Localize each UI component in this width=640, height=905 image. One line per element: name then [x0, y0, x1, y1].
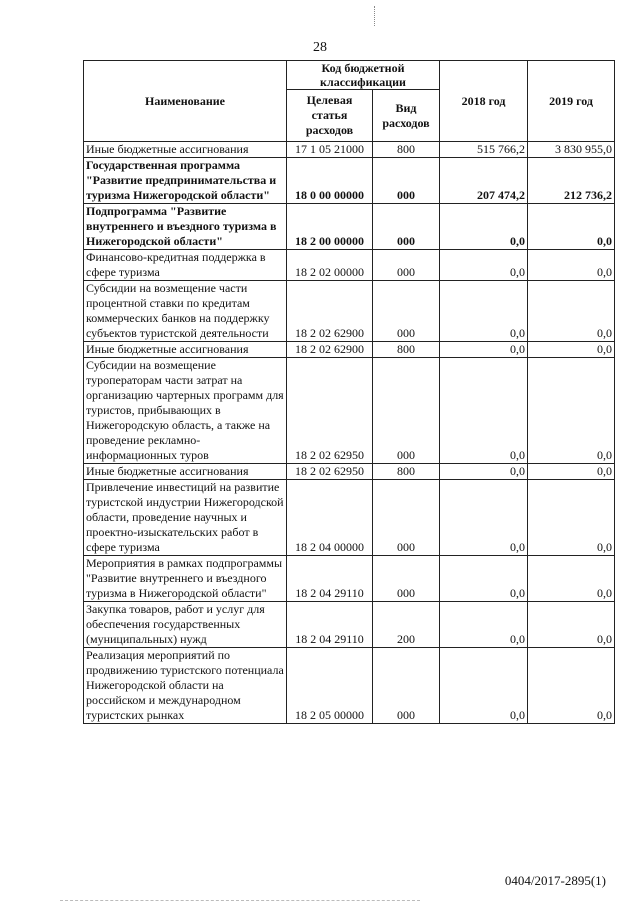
row-value-2019: 0,0 [528, 204, 615, 250]
table-row [84, 342, 615, 358]
row-name: Мероприятия в рамках подпрограммы "Развитие внутреннего и въездного туризма в Нижегородской области" [84, 556, 287, 602]
row-value-2019: 0,0 [528, 281, 615, 342]
row-value-2018: 515 766,2 [440, 142, 528, 158]
row-name: Закупка товаров, работ и услуг для обеспечения государственных (муниципальных) нужд [84, 602, 287, 648]
table-row [84, 556, 615, 602]
row-name: Иные бюджетные ассигнования [84, 464, 287, 480]
row-expense-kind: 000 [373, 250, 440, 281]
row-value-2019: 0,0 [528, 602, 615, 648]
row-value-2019: 0,0 [528, 648, 615, 724]
row-target-code: 18 2 02 62950 [287, 358, 373, 464]
table-row [84, 204, 615, 250]
row-expense-kind: 000 [373, 204, 440, 250]
row-value-2018: 0,0 [440, 602, 528, 648]
table-row [84, 464, 615, 480]
row-name: Подпрограмма "Развитие внутреннего и въездного туризма в Нижегородской области" [84, 204, 287, 250]
row-name: Субсидии на возмещение туроператорам части затрат на организацию чартерных программ для туристов, прибывающих в Нижегородскую область, а также на проведение рекламно-информационных туров [84, 358, 287, 464]
row-value-2019: 0,0 [528, 480, 615, 556]
scan-mark [374, 6, 376, 26]
row-name: Иные бюджетные ассигнования [84, 342, 287, 358]
row-value-2019: 0,0 [528, 464, 615, 480]
row-name: Государственная программа "Развитие предпринимательства и туризма Нижегородской области" [84, 158, 287, 204]
row-value-2019: 0,0 [528, 342, 615, 358]
row-value-2018: 0,0 [440, 358, 528, 464]
row-value-2018: 0,0 [440, 648, 528, 724]
row-target-code: 18 2 02 00000 [287, 250, 373, 281]
table-row [84, 480, 615, 556]
page-number: 28 [313, 40, 327, 55]
row-value-2019: 3 830 955,0 [528, 142, 615, 158]
row-expense-kind: 000 [373, 281, 440, 342]
row-target-code: 18 2 04 29110 [287, 556, 373, 602]
row-target-code: 18 2 02 62950 [287, 464, 373, 480]
table-row [84, 281, 615, 342]
row-expense-kind: 000 [373, 358, 440, 464]
header-2018: 2018 год [440, 61, 528, 142]
row-expense-kind: 000 [373, 480, 440, 556]
row-target-code: 18 2 04 00000 [287, 480, 373, 556]
row-name: Субсидии на возмещение части процентной ставки по кредитам коммерческих банков на поддержку субъектов туристской деятельности [84, 281, 287, 342]
row-value-2019: 0,0 [528, 358, 615, 464]
row-value-2018: 0,0 [440, 464, 528, 480]
row-expense-kind: 000 [373, 158, 440, 204]
row-name: Иные бюджетные ассигнования [84, 142, 287, 158]
row-name: Привлечение инвестиций на развитие туристской индустрии Нижегородской области, проведение научных и проектно-изыскательских работ в сфере туризма [84, 480, 287, 556]
row-value-2019: 212 736,2 [528, 158, 615, 204]
header-expense-kind: Вид расходов [373, 90, 440, 142]
row-target-code: 18 0 00 00000 [287, 158, 373, 204]
row-value-2018: 207 474,2 [440, 158, 528, 204]
row-value-2018: 0,0 [440, 250, 528, 281]
table-body [84, 142, 615, 724]
row-expense-kind: 000 [373, 556, 440, 602]
header-code-group: Код бюджетной классификации [287, 61, 440, 90]
row-value-2018: 0,0 [440, 204, 528, 250]
row-target-code: 18 2 02 62900 [287, 281, 373, 342]
table-row [84, 142, 615, 158]
row-expense-kind: 800 [373, 342, 440, 358]
header-name: Наименование [84, 61, 287, 142]
row-target-code: 18 2 00 00000 [287, 204, 373, 250]
row-target-code: 18 2 04 29110 [287, 602, 373, 648]
row-target-code: 18 2 02 62900 [287, 342, 373, 358]
row-value-2018: 0,0 [440, 556, 528, 602]
row-target-code: 18 2 05 00000 [287, 648, 373, 724]
table-row [84, 648, 615, 724]
row-value-2018: 0,0 [440, 281, 528, 342]
row-value-2018: 0,0 [440, 342, 528, 358]
row-name: Реализация мероприятий по продвижению туристского потенциала Нижегородской области на российском и международном туристских рынках [84, 648, 287, 724]
table-row [84, 250, 615, 281]
row-expense-kind: 200 [373, 602, 440, 648]
row-value-2019: 0,0 [528, 250, 615, 281]
table-row [84, 602, 615, 648]
budget-table [83, 60, 615, 724]
row-expense-kind: 800 [373, 142, 440, 158]
row-expense-kind: 800 [373, 464, 440, 480]
row-target-code: 17 1 05 21000 [287, 142, 373, 158]
scan-edge [60, 900, 420, 902]
header-2019: 2019 год [528, 61, 615, 142]
row-expense-kind: 000 [373, 648, 440, 724]
row-value-2018: 0,0 [440, 480, 528, 556]
table-row [84, 158, 615, 204]
table-row [84, 358, 615, 464]
row-name: Финансово-кредитная поддержка в сфере туризма [84, 250, 287, 281]
row-value-2019: 0,0 [528, 556, 615, 602]
document-code: 0404/2017-2895(1) [504, 873, 606, 888]
header-target-article: Целевая статья расходов [287, 90, 373, 142]
